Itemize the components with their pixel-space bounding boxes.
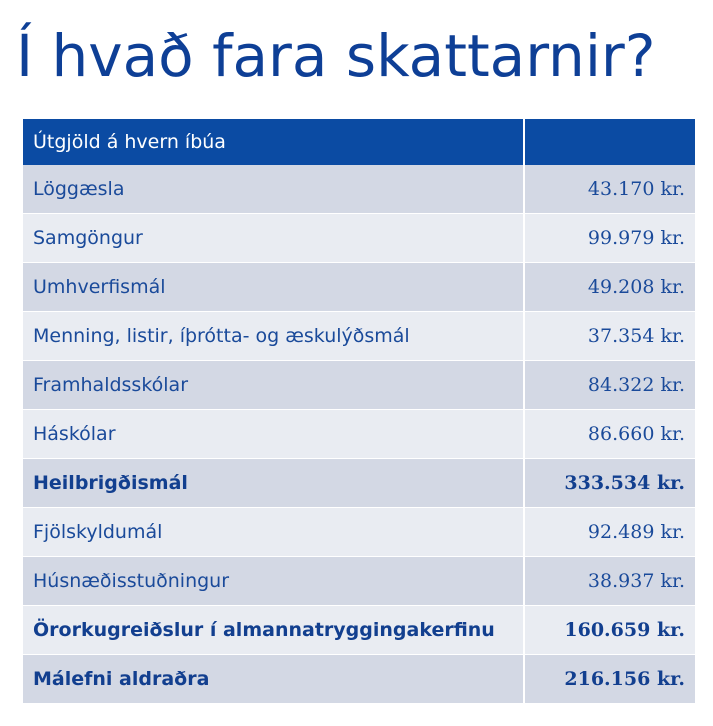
- table-row: [23, 263, 695, 312]
- row-label: Umhverfismál: [23, 263, 524, 312]
- row-label: Örorkugreiðslur í almannatryggingakerfinu: [23, 606, 524, 655]
- row-amount: 216.156 kr.: [524, 655, 695, 704]
- row-amount: 160.659 kr.: [524, 606, 695, 655]
- row-label: Heilbrigðismál: [23, 459, 524, 508]
- row-label: Háskólar: [23, 410, 524, 459]
- row-label: Málefni aldraðra: [23, 655, 524, 704]
- table-row: [23, 312, 695, 361]
- row-label: Löggæsla: [23, 165, 524, 214]
- row-label: Framhaldsskólar: [23, 361, 524, 410]
- row-label: Húsnæðisstuðningur: [23, 557, 524, 606]
- header-label: Útgjöld á hvern íbúa: [23, 119, 524, 165]
- page-title: Í hvað fara skattarnir?: [16, 22, 656, 90]
- table-row: [23, 214, 695, 263]
- table-row: [23, 361, 695, 410]
- table-row: [23, 410, 695, 459]
- row-amount: 92.489 kr.: [524, 508, 695, 557]
- row-amount: 99.979 kr.: [524, 214, 695, 263]
- expenditure-table: [23, 119, 695, 704]
- row-label: Fjölskyldumál: [23, 508, 524, 557]
- table-row: [23, 165, 695, 214]
- table-row: [23, 655, 695, 704]
- table-row: [23, 459, 695, 508]
- header-amount: [524, 119, 695, 165]
- table-row: [23, 508, 695, 557]
- table-row: [23, 606, 695, 655]
- row-amount: 49.208 kr.: [524, 263, 695, 312]
- row-amount: 333.534 kr.: [524, 459, 695, 508]
- row-amount: 43.170 kr.: [524, 165, 695, 214]
- row-amount: 37.354 kr.: [524, 312, 695, 361]
- table-body: [23, 165, 695, 704]
- row-amount: 84.322 kr.: [524, 361, 695, 410]
- row-amount: 86.660 kr.: [524, 410, 695, 459]
- row-label: Menning, listir, íþrótta- og æskulýðsmál: [23, 312, 524, 361]
- row-label: Samgöngur: [23, 214, 524, 263]
- row-amount: 38.937 kr.: [524, 557, 695, 606]
- table-row: [23, 557, 695, 606]
- table-header: [23, 119, 695, 165]
- table-header-row: [23, 119, 695, 165]
